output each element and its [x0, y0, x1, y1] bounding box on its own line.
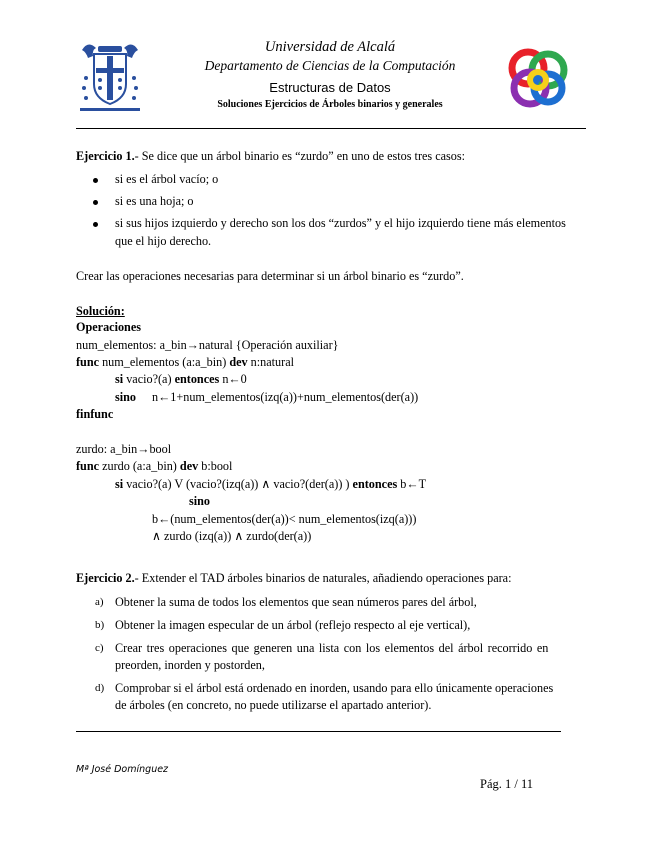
code-line-10: b←(num_elementos(der(a))< num_elementos(izq(a))): [152, 512, 417, 526]
exercise-1-intro: - Se dice que un árbol binario es “zurdo” en uno de estos tres casos:: [134, 149, 465, 163]
exercise-1-heading: [76, 149, 465, 164]
university-crest-logo: [76, 38, 144, 114]
exercise-2-item-d: Comprobar si el árbol está ordenado en inorden, usando para ello únicamente operaciones: [115, 681, 554, 695]
exercise-1-task: Crear las operaciones necesarias para determinar si un árbol binario es “zurdo”.: [76, 269, 464, 283]
code-line-9: sino: [189, 494, 211, 508]
operations-heading: Operaciones: [76, 320, 141, 334]
footer-author: Mª José Domínguez: [76, 764, 169, 775]
exercise-2-item-letter: d): [95, 682, 105, 694]
course-title: Estructuras de Datos: [269, 80, 391, 95]
bullet-icon: [93, 178, 98, 183]
exercise-2-heading: [76, 571, 511, 586]
exercise-1-bullet-1: si es el árbol vacío; o: [115, 172, 219, 186]
page-number: Pág. 1 / 11: [480, 777, 534, 791]
footer-divider: [76, 731, 561, 732]
exercise-2-item-c: Crear tres operaciones que generen una lista con los elementos del árbol recorrido en: [115, 641, 549, 655]
department-name: Departamento de Ciencias de la Computación: [204, 58, 456, 73]
exercise-2-item-letter: b): [95, 619, 105, 631]
exercise-2-item-a: Obtener la suma de todos los elementos que sean números pares del árbol,: [115, 595, 477, 609]
header-divider: [76, 128, 586, 129]
exercise-2-item-c-cont: preorden, inorden y postorden,: [115, 658, 265, 672]
code-line-5: finfunc: [76, 407, 114, 421]
exercise-2-item-letter: c): [95, 642, 104, 654]
exercise-1-title: Ejercicio 1.: [76, 149, 135, 163]
bullet-icon: [93, 200, 98, 205]
exercise-1-bullet-3-cont: que el hijo derecho.: [115, 234, 212, 248]
exercise-1-bullet-3: si sus hijos izquierdo y derecho son los dos “zurdos” y el hijo izquierdo tiene más elementos: [115, 216, 566, 230]
code-line-4: sino: [115, 390, 137, 404]
code-line-2: func num_elementos (a:a_bin) dev n:natural: [76, 355, 294, 369]
code-line-11: ∧ zurdo (izq(a)) ∧ zurdo(der(a)): [152, 529, 312, 543]
exercise-2-intro: - Extender el TAD árboles binarios de naturales, añadiendo operaciones para:: [134, 571, 512, 585]
exercise-2-title: Ejercicio 2.: [76, 571, 135, 585]
exercise-2-item-letter: a): [95, 596, 104, 608]
code-line-6: zurdo: a_bin→bool: [76, 442, 172, 456]
exercise-2-item-b: Obtener la imagen especular de un árbol (reflejo respecto al eje vertical),: [115, 618, 471, 632]
university-name: Universidad de Alcalá: [264, 39, 396, 55]
document-subtitle: Soluciones Ejercicios de Árboles binarios y generales: [217, 99, 443, 110]
exercise-2-item-d-cont: de árboles (en concreto, no puede utilizarse el apartado anterior).: [115, 698, 432, 712]
code-line-1: num_elementos: a_bin→natural {Operación auxiliar}: [76, 338, 339, 352]
solution-heading: Solución:: [76, 304, 125, 318]
bullet-icon: [93, 222, 98, 227]
code-line-3: si vacio?(a) entonces n←0: [115, 372, 247, 386]
code-line-4-body: n←1+num_elementos(izq(a))+num_elementos(der(a)): [152, 390, 419, 404]
exercise-1-bullet-2: si es una hoja; o: [115, 194, 194, 208]
department-colorful-logo: [502, 44, 574, 114]
code-line-8: si vacio?(a) V (vacio?(izq(a)) ∧ vacio?(der(a)) ) entonces b←T: [115, 477, 427, 491]
code-line-7: func zurdo (a:a_bin) dev b:bool: [76, 459, 233, 473]
